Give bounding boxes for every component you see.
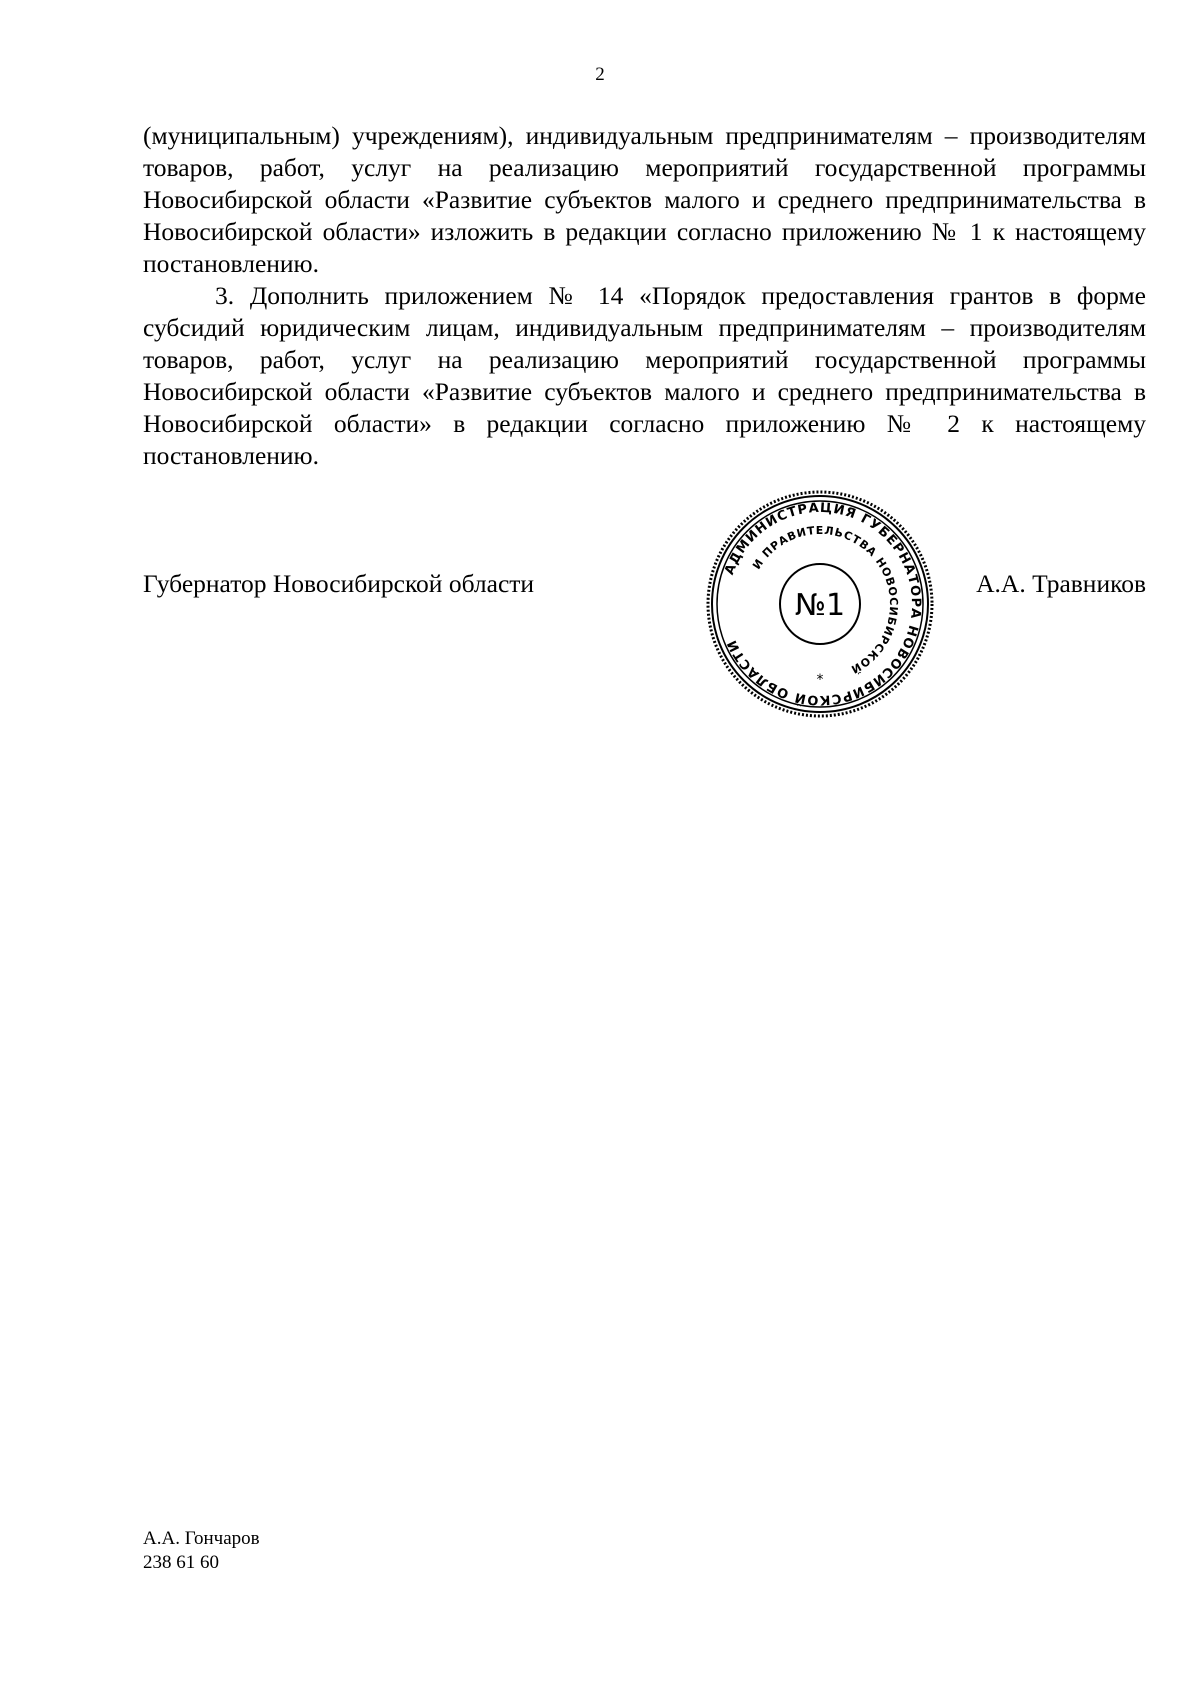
paragraph-continuation: (муниципальным) учреждениям), индивидуальным предпринимателям – производителям товаров, работ, услуг на реализацию мероприятий государственной программы Новосибирской области «Развитие субъектов малого и среднего предпринимательства в Новосибирской области» изложить в редакции согласно приложению № 1 к настоящему постановлению. — [143, 121, 1146, 278]
seal-outer-text: АДМИНИСТРАЦИЯ ГУБЕРНАТОРА НОВОСИБИРСКОЙ ОБЛАСТИ — [722, 500, 924, 708]
signer-name: А.А. Травников — [976, 569, 1146, 598]
signer-title: Губернатор Новосибирской области — [143, 569, 535, 598]
seal-star-icon: * — [816, 672, 824, 688]
paragraph-3: 3. Дополнить приложением № 14 «Порядок предоставления грантов в форме субсидий юридическим лицам, индивидуальным предпринимателям – производителям товаров, работ, услуг на реализацию мероприятий государственной программы Новосибирской области «Развитие субъектов малого и среднего предпринимательства в Новосибирской области» в редакции согласно приложению № 2 к настоящему постановлению. — [143, 281, 1146, 470]
seal-center-number: №1 — [794, 588, 846, 623]
seal-inner-text: И ПРАВИТЕЛЬСТВА НОВОСИБИРСКОЙ — [750, 523, 901, 677]
document-body — [143, 120, 1146, 472]
executor-name: А.А. Гончаров — [143, 1528, 260, 1549]
page-number: 2 — [595, 64, 605, 85]
executor-phone: 238 61 60 — [143, 1552, 219, 1573]
seal-graphic — [704, 488, 936, 720]
official-seal-stamp — [704, 488, 936, 720]
executor-contact — [143, 1527, 260, 1575]
